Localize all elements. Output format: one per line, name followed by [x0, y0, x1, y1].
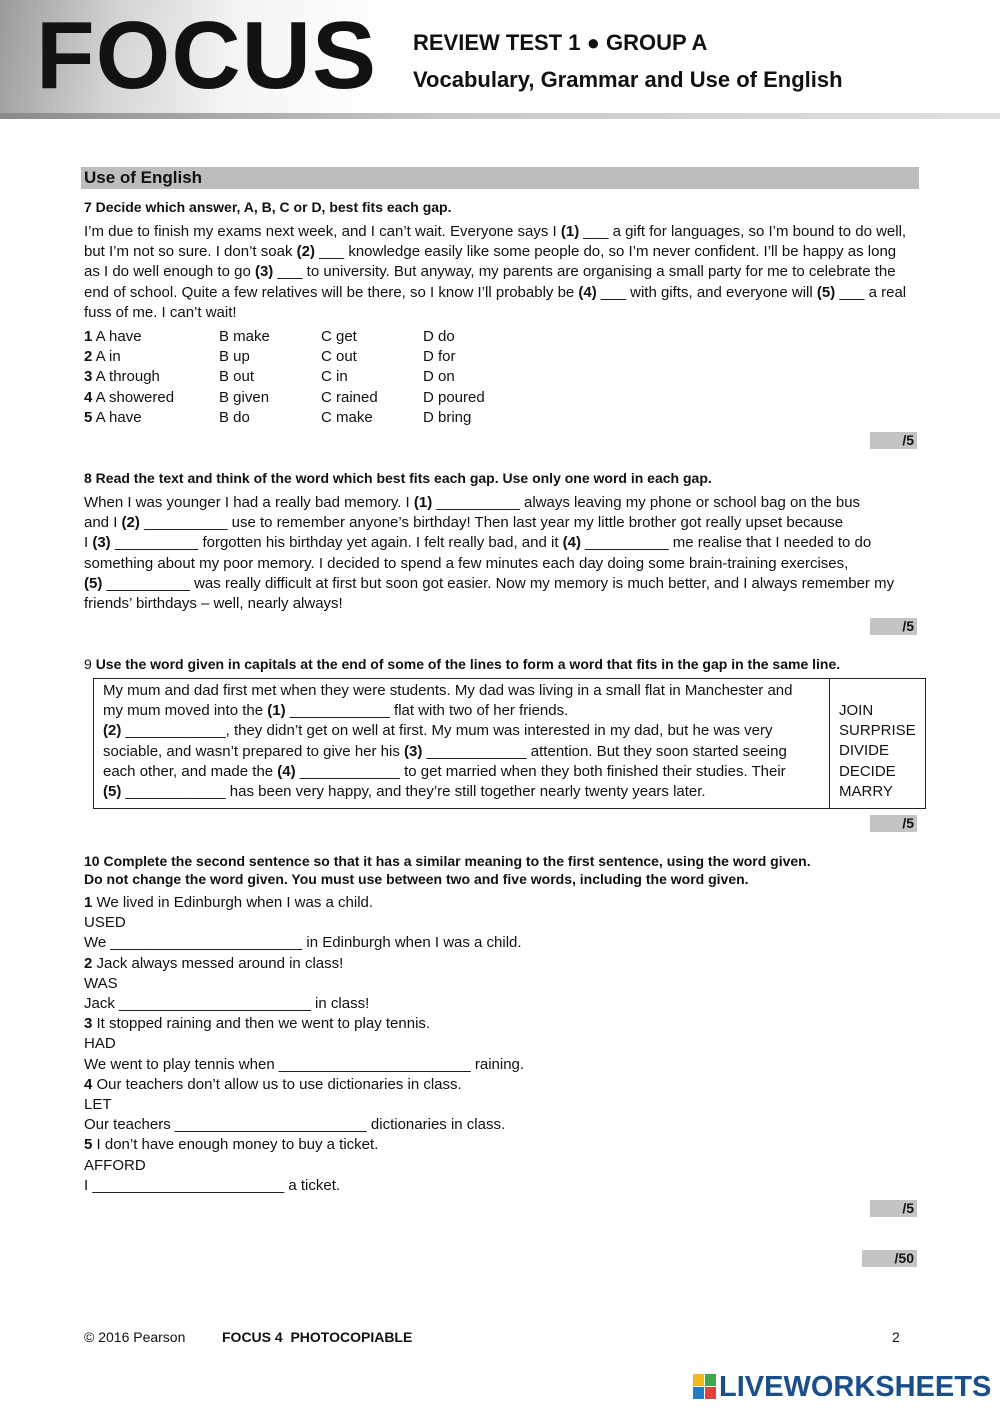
option-c: C make — [321, 408, 373, 426]
ex9-score: /5 — [870, 815, 917, 832]
ex7-text — [84, 222, 918, 323]
transform-sentence: 5 I don’t have enough money to buy a ticket. — [84, 1136, 379, 1154]
ex9-number: 9 — [84, 656, 92, 672]
option-b: B given — [219, 388, 270, 406]
total-score: /50 — [862, 1250, 917, 1267]
transform-sentence: 4 Our teachers don’t allow us to use dictionaries in class. — [84, 1075, 462, 1093]
key-word: HAD — [84, 1035, 116, 1053]
ex10-instruction-2: Do not change the word given. You must use between two and five words, including the word given. — [84, 871, 749, 887]
text-line: (5) __________ was really difficult at first but soon got easier. Now my memory is much better, and I always remember my — [84, 574, 895, 592]
text-line: I’m due to finish my exams next week, and I can’t wait. Everyone says I (1) ___ a gift for languages, so I’m bound to do well, — [84, 223, 907, 240]
text-line: (2) ____________, they didn’t get on well at first. My mum was interested in my dad, but he was very — [103, 722, 773, 740]
ex8-text — [84, 493, 918, 614]
option-row — [84, 367, 543, 387]
transform-answer-line: We went to play tennis when _______________________ raining. — [84, 1055, 525, 1073]
wf-word: DECIDE — [839, 762, 896, 780]
key-word: WAS — [84, 974, 118, 992]
ex10-items — [84, 893, 524, 1196]
transform-answer-line: Our teachers _______________________ dictionaries in class. — [84, 1116, 506, 1134]
wf-word: JOIN — [839, 702, 874, 719]
option-a: 1 A have — [84, 328, 142, 345]
option-b: B make — [219, 328, 270, 345]
transform-answer-line: I _______________________ a ticket. — [84, 1176, 341, 1194]
ex9-instruction — [84, 656, 840, 672]
text-line: friends’ birthdays – well, nearly always! — [84, 595, 343, 613]
liveworksheets-brand — [693, 1372, 991, 1402]
text-line: my mum moved into the (1) ____________ flat with two of her friends. — [103, 702, 569, 720]
text-line: (5) ____________ has been very happy, and they’re still together nearly twenty years later. — [103, 783, 706, 801]
brand-name: LIVEWORKSHEETS — [719, 1371, 992, 1403]
ex8-score: /5 — [870, 618, 917, 635]
ex9-instruction-text: Use the word given in capitals at the end of some of the lines to form a word that fits in the gap in the same line. — [95, 656, 841, 672]
wf-word: SURPRISE — [839, 722, 916, 740]
text-line: When I was younger I had a really bad memory. I (1) __________ always leaving my phone or school bag on the bus — [84, 494, 861, 511]
option-b: B do — [219, 408, 250, 426]
option-d: D for — [423, 348, 456, 366]
liveworksheets-icon — [693, 1374, 717, 1400]
option-a: 5 A have — [84, 408, 142, 426]
option-b: B up — [219, 348, 250, 366]
option-c: C get — [321, 328, 357, 345]
text-line: fuss of me. I can’t wait! — [84, 303, 237, 321]
text-line: sociable, and wasn’t prepared to give her his (3) ____________ attention. But they soon started seeing — [103, 742, 787, 760]
option-row — [84, 388, 543, 408]
ex7-options — [84, 327, 543, 428]
word-formation-box — [93, 678, 926, 809]
option-c: C in — [321, 368, 348, 386]
text-line: I (3) __________ forgotten his birthday yet again. I felt really bad, and it (4) __________ me realise that I needed to do — [84, 534, 872, 552]
footer-label: FOCUS 4 PHOTOCOPIABLE — [222, 1329, 413, 1345]
option-a: 4 A showered — [84, 388, 175, 406]
ex10-instruction-1: 10 Complete the second sentence so that it has a similar meaning to the first sentence, using the word given. — [84, 853, 811, 869]
text-line: something about my poor memory. I decided to spend a few minutes each day doing some brain-training exercises, — [84, 554, 849, 572]
option-row — [84, 347, 543, 367]
option-a: 3 A through — [84, 368, 160, 386]
option-d: D on — [423, 368, 455, 386]
text-line: but I’m not so sure. I don’t soak (2) ___ knowledge easily like some people do, so I’m never confident. I’ll be happy as long — [84, 243, 897, 261]
transform-sentence: 3 It stopped raining and then we went to play tennis. — [84, 1015, 431, 1033]
option-d: D do — [423, 328, 455, 345]
header-rule — [0, 113, 1000, 119]
text-line: end of school. Quite a few relatives will be there, so I know I’ll probably be (4) ___ with gifts, and everyone will (5) ___ a real — [84, 283, 907, 301]
text-line: as I do well enough to go (3) ___ to university. But anyway, my parents are organising a small party for me to celebrate the — [84, 263, 896, 281]
ex7-instruction: 7 Decide which answer, A, B, C or D, best fits each gap. — [84, 199, 452, 215]
test-subtitle: Vocabulary, Grammar and Use of English — [413, 67, 843, 92]
test-title: REVIEW TEST 1 ● GROUP A — [413, 30, 708, 55]
ex10-score: /5 — [870, 1200, 917, 1217]
key-word: LET — [84, 1096, 112, 1114]
key-word: USED — [84, 914, 126, 932]
section-title: Use of English — [81, 167, 919, 189]
copyright: © 2016 Pearson — [84, 1329, 186, 1345]
option-d: D bring — [423, 408, 472, 426]
focus-logo: FOCUS — [36, 2, 377, 109]
wf-word: MARRY — [839, 782, 893, 800]
option-b: B out — [219, 368, 255, 386]
wf-divider — [829, 679, 830, 808]
ex9-text — [103, 681, 829, 802]
option-row — [84, 327, 543, 347]
option-d: D poured — [423, 388, 485, 406]
ex8-instruction: 8 Read the text and think of the word which best fits each gap. Use only one word in each gap. — [84, 470, 712, 486]
page-number: 2 — [892, 1329, 900, 1345]
text-line: and I (2) __________ use to remember anyone’s birthday! Then last year my little brother got really upset because — [84, 514, 844, 532]
text-line: My mum and dad first met when they were students. My dad was living in a small flat in Manchester and — [103, 682, 793, 699]
page-header — [0, 0, 1000, 122]
transform-answer-line: We _______________________ in Edinburgh when I was a child. — [84, 934, 522, 952]
option-c: C rained — [321, 388, 378, 406]
option-c: C out — [321, 348, 357, 366]
transform-sentence: 1 We lived in Edinburgh when I was a child. — [84, 894, 374, 911]
transform-sentence: 2 Jack always messed around in class! — [84, 954, 344, 972]
wf-word: DIVIDE — [839, 742, 890, 760]
ex7-score: /5 — [870, 432, 917, 449]
key-word: AFFORD — [84, 1156, 146, 1174]
option-a: 2 A in — [84, 348, 121, 366]
transform-answer-line: Jack _______________________ in class! — [84, 995, 370, 1013]
option-row — [84, 408, 543, 428]
text-line: each other, and made the (4) ____________ to get married when they both finished their studies. Their — [103, 762, 786, 780]
ex9-words — [839, 701, 916, 802]
